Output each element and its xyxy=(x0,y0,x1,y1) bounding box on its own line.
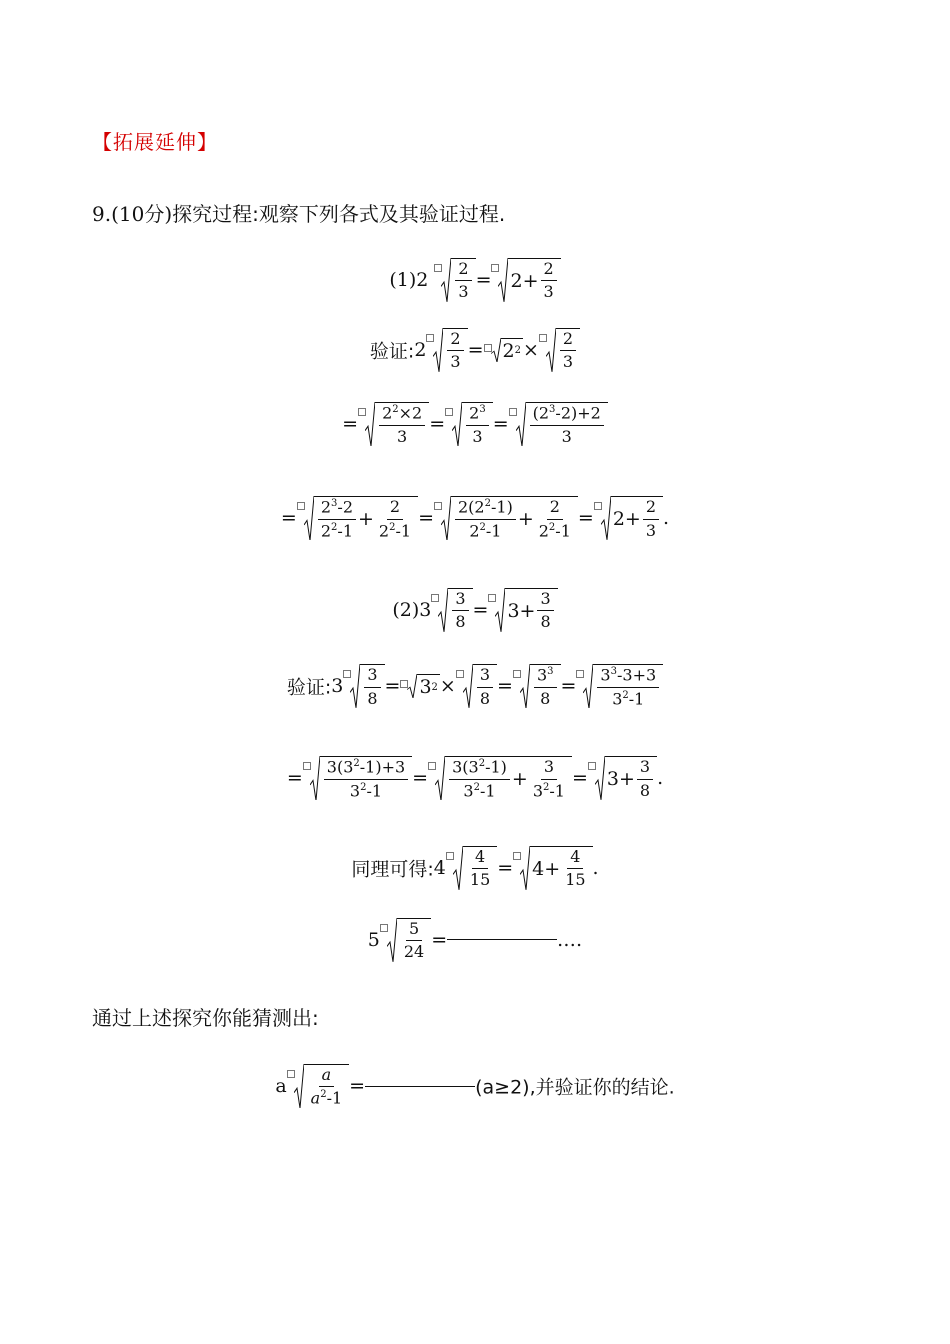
formula-verify-2a: 验证:3 $\frac{3}{8}$ = 3 2 × $\frac{3}{8}$ = $\frac{3^3}{8}$ = $\frac{3^3-3+3}{3^2-1}$ xyxy=(0,664,950,708)
radical: $\frac{2}{3}$ xyxy=(434,258,475,302)
formula-1: (1)2 $\frac{2}{3}$ = 2+ $\frac{2}{3}$ xyxy=(0,258,950,302)
verify-label: 验证: xyxy=(286,676,332,699)
question-stem xyxy=(92,198,505,227)
formula-general: a $\frac{a}{a^2-1}$ = (a≥2),并验证你的结论. xyxy=(275,1065,675,1108)
section-title: 【拓展延伸】 xyxy=(92,130,218,154)
radical: 2+ $\frac{2}{3}$ xyxy=(491,258,560,302)
formula-similarly: 同理可得:4 $\frac{4}{15}$ = 4+ $\frac{4}{15}$ . xyxy=(351,847,599,890)
formula-verify-1a: 验证:2 $\frac{2}{3}$ = 2 2 × $\frac{2}{3}$ xyxy=(0,328,950,372)
similarly-label: 同理可得: xyxy=(351,858,434,881)
question-prompt: 探究过程:观察下列各式及其验证过程. xyxy=(172,202,506,226)
verify-label: 验证: xyxy=(369,340,415,363)
formula-verify-1c: = $\frac{2^3-2}{2^2-1}$ + $\frac{2}{2^2-1}$ = $\frac{2(2^2-1)}{2^2-1}$ + $\frac{2}{2^2-1}$ = 2+ $\frac{2}{3}$ . xyxy=(280,497,670,541)
condition-text: (a≥2),并验证你的结论. xyxy=(475,1076,675,1099)
question-number: 9. xyxy=(92,202,112,226)
deduce-text: 通过上述探究你能猜测出: xyxy=(92,1006,319,1030)
formula-blank-5: 5 $\frac{5}{24}$ = .… xyxy=(367,919,583,962)
answer-blank-2[interactable] xyxy=(365,1086,475,1087)
formula-verify-2b: = $\frac{3(3^2-1)+3}{3^2-1}$ = $\frac{3(3^2-1)}{3^2-1}$ + $\frac{3}{3^2-1}$ = 3+ $\frac{3}{8}$ . xyxy=(286,757,664,801)
part1-label: (1) xyxy=(389,268,417,291)
ellipsis: … xyxy=(563,928,583,951)
question-score: (10分) xyxy=(111,202,173,226)
part2-label: (2) xyxy=(392,598,420,621)
answer-blank-1[interactable] xyxy=(447,939,557,940)
formula-2: (2)3 $\frac{3}{8}$ = 3+ $\frac{3}{8}$ xyxy=(0,588,950,632)
formula-verify-1b: = $\frac{2^2\times 2}{3}$ = $\frac{2^3}{3}$ = $\frac{(2^3-2)+2}{3}$ xyxy=(0,402,950,446)
